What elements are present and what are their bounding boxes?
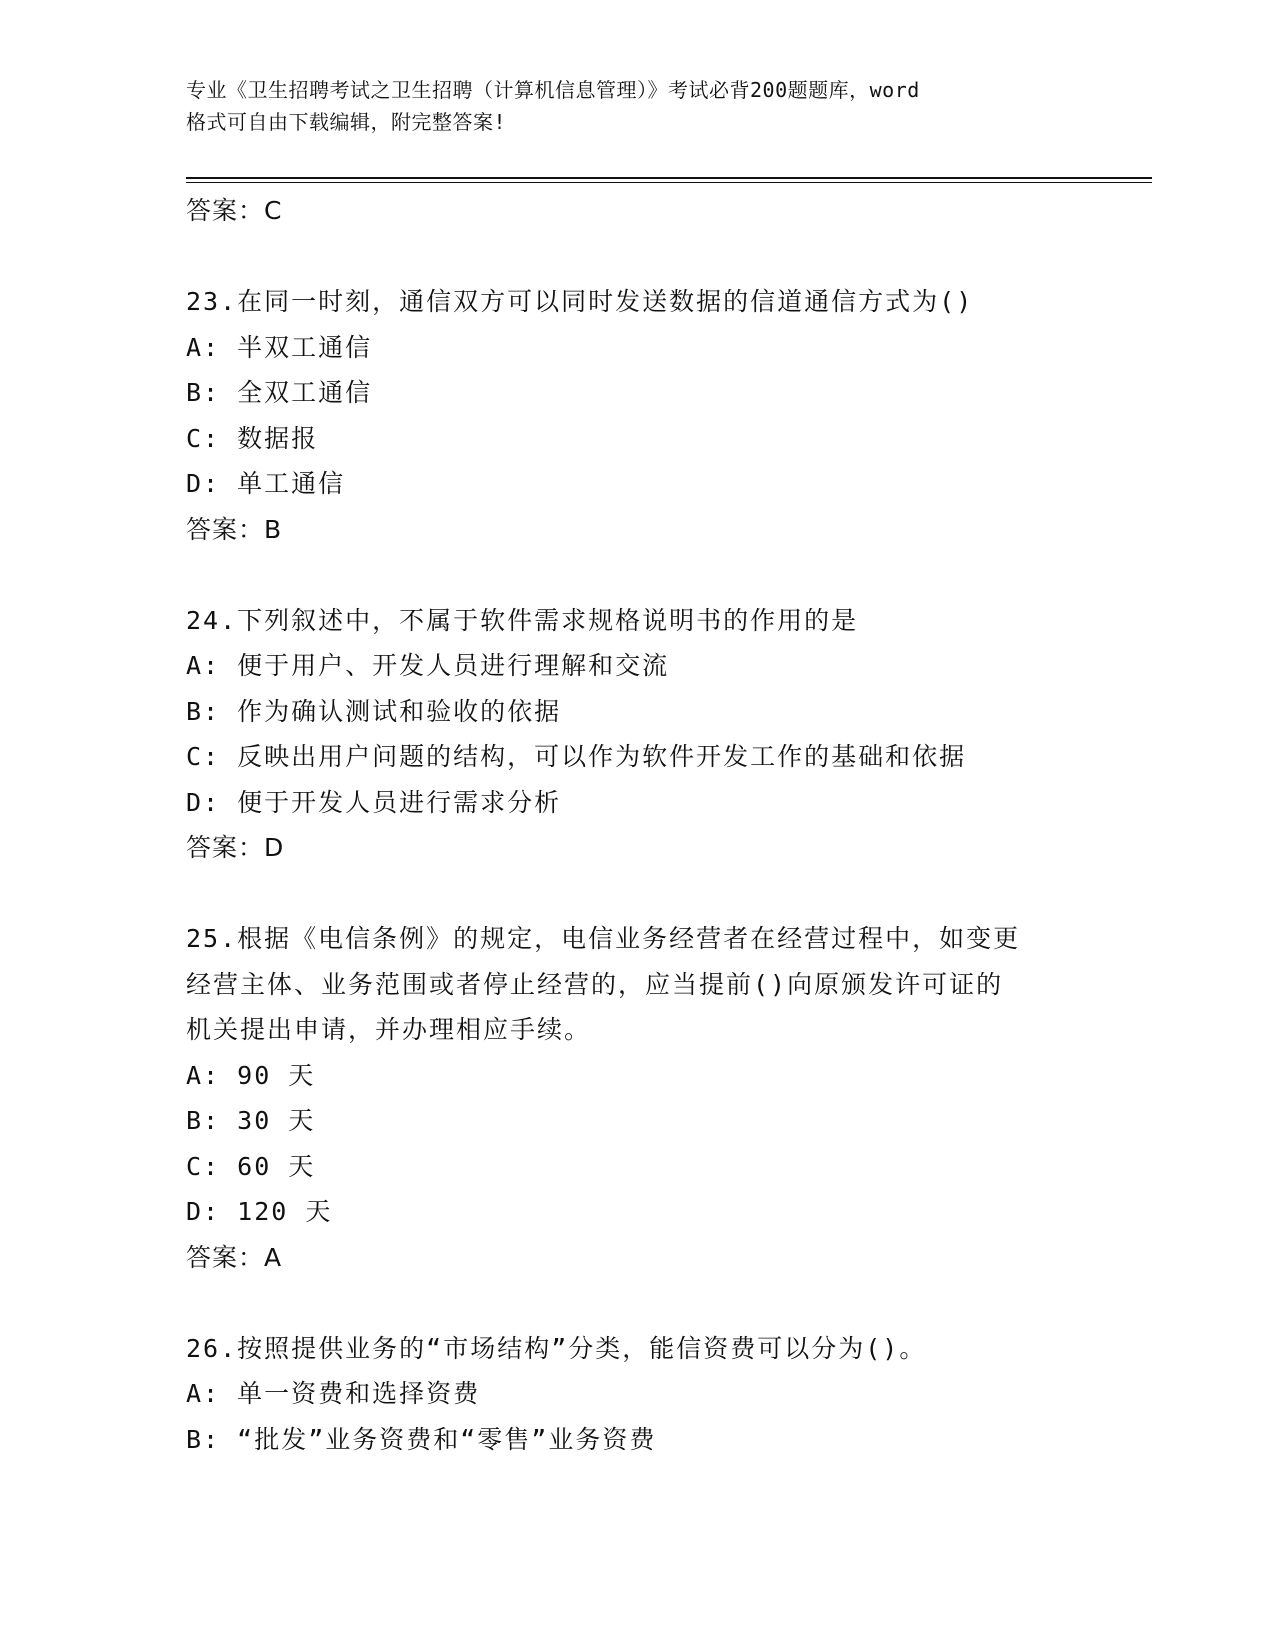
question-stem: 24.下列叙述中，不属于软件需求规格说明书的作用的是: [186, 605, 859, 635]
option-b: B: “批发”业务资费和“零售”业务资费: [186, 1424, 657, 1454]
question-stem: 26.按照提供业务的“市场结构”分类，能信资费可以分为()。: [186, 1333, 927, 1363]
option-a: A: 便于用户、开发人员进行理解和交流: [186, 651, 670, 680]
answer-line: 答案：D: [186, 833, 285, 862]
option-a: A: 单一资费和选择资费: [186, 1379, 481, 1408]
question-stem-line-3: 机关提出申请，并办理相应手续。: [186, 1015, 592, 1044]
header-line-2: 格式可自由下载编辑，附完整答案!: [186, 110, 507, 134]
header-line-1: 专业《卫生招聘考试之卫生招聘（计算机信息管理）》考试必背200题题库，word: [186, 78, 920, 102]
question-stem-line-2: 经营主体、业务范围或者停止经营的，应当提前()向原颁发许可证的: [186, 969, 1004, 999]
question-24: [186, 598, 1146, 871]
spacer: [186, 871, 1146, 917]
option-d: D: 便于开发人员进行需求分析: [186, 787, 562, 817]
answer-line: 答案：C: [186, 196, 283, 225]
answer-line: 答案：A: [186, 1242, 283, 1272]
spacer: [186, 552, 1146, 598]
option-c: C: 60 天: [186, 1151, 316, 1181]
option-c: C: 反映出用户问题的结构，可以作为软件开发工作的基础和依据: [186, 742, 967, 771]
option-b: B: 30 天: [186, 1106, 316, 1135]
spacer: [186, 1280, 1146, 1326]
option-b: B: 作为确认测试和验收的依据: [186, 696, 562, 726]
document-header: [186, 74, 1086, 138]
question-26: [186, 1326, 1146, 1463]
question-stem: 23.在同一时刻，通信双方可以同时发送数据的信道通信方式为(): [186, 287, 974, 316]
option-d: D: 120 天: [186, 1197, 333, 1226]
answer-line: 答案：B: [186, 514, 283, 544]
question-list: [186, 188, 1146, 1462]
question-23: [186, 279, 1146, 552]
question-stem-line-1: 25.根据《电信条例》的规定，电信业务经营者在经营过程中，如变更: [186, 924, 1021, 953]
option-a: A: 90 天: [186, 1060, 316, 1090]
question-25: [186, 916, 1146, 1280]
option-c: C: 数据报: [186, 423, 319, 453]
option-a: A: 半双工通信: [186, 332, 373, 362]
header-rule-thin: [186, 182, 1152, 183]
option-b: B: 全双工通信: [186, 378, 373, 407]
header-rule-thick: [186, 177, 1152, 179]
option-d: D: 单工通信: [186, 469, 346, 498]
spacer: [186, 234, 1146, 280]
